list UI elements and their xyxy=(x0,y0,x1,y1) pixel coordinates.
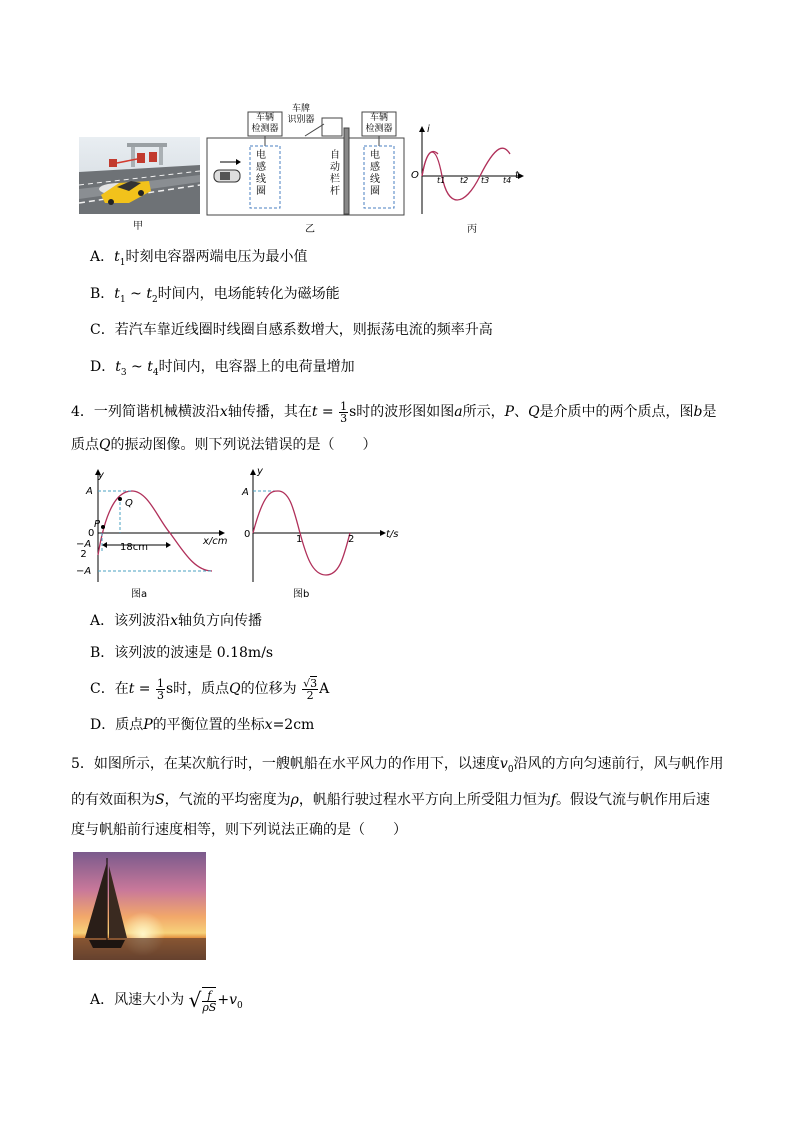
q3-option-c: C．若汽车靠近线圈时线圈自感系数增大，则振荡电流的频率升高 xyxy=(90,322,493,338)
q4-option-b: B．该列波的波速是 0.18m/s xyxy=(90,645,274,661)
fig-a-label-A: A xyxy=(86,486,93,497)
q3-option-a: A．$t_1$时刻电容器两端电压为最小值 xyxy=(90,249,308,268)
caption-bing: 丙 xyxy=(467,224,477,235)
fig-a-half-amplitude: −A 2 xyxy=(76,539,92,560)
fig-b-tick-1: 1 xyxy=(296,534,303,545)
fig-a-axis-x: x/cm xyxy=(203,536,228,547)
q4-stem-line2: 质点Q的振动图像。则下列说法错误的是（ ） xyxy=(71,437,377,453)
fig-b-origin: 0 xyxy=(244,529,251,540)
q3-option-d: D．$t_3$ ~ $t_4$时间内，电容器上的电荷量增加 xyxy=(90,359,355,378)
caption-yi: 乙 xyxy=(305,224,315,235)
q5-option-a: A．风速大小为 √ $\frac{f}{\rho S}$ $+v_0$ xyxy=(90,988,243,1014)
coil-right-label: 电 感 线 圈 xyxy=(370,150,380,197)
fig-b-axis-x: t/s xyxy=(386,529,399,540)
fig-b-axis-y: y xyxy=(257,466,263,477)
figure-wave-a xyxy=(76,467,226,595)
figure-toll-photo xyxy=(79,137,200,214)
plate-reader-label: 车牌 识别器 xyxy=(287,104,315,125)
graph-tick-t1: t1 xyxy=(437,176,446,185)
q5-stem-line1: 5．如图所示，在某次航行时，一艘帆船在水平风力的作用下，以速度$v_0$沿风的方向匀速前行，风与帆作用 xyxy=(71,756,724,775)
coil-left-label: 电 感 线 圈 xyxy=(256,150,266,197)
fig-a-neg-A: −A xyxy=(76,566,92,577)
graph-axis-i: i xyxy=(427,124,430,135)
q4-option-d: D．质点P的平衡位置的坐标x=2cm xyxy=(90,717,315,733)
fig-a-origin: 0 xyxy=(88,528,95,539)
q3-option-b: B．$t_1$ ~ $t_2$时间内，电场能转化为磁场能 xyxy=(90,286,340,305)
fig-a-axis-y: y xyxy=(98,470,104,481)
fig-a-caption: 图a xyxy=(131,589,148,600)
graph-tick-t2: t2 xyxy=(460,176,469,185)
figure-current-graph xyxy=(408,124,528,219)
graph-tick-t3: t3 xyxy=(481,176,490,185)
fig-b-label-A: A xyxy=(242,487,249,498)
q4-option-c: C．在t = $\frac{1}{3}$ s时，质点Q的位移为 $\frac{√3}{2}$ A xyxy=(90,676,330,702)
q5-stem-line2: 的有效面积为S，气流的平均密度为ρ，帆船行驶过程水平方向上所受阻力恒为f。假设气流与帆作用后速 xyxy=(71,792,711,808)
fig-a-distance: 18cm xyxy=(120,542,148,553)
fig-b-tick-2: 2 xyxy=(348,534,355,545)
caption-jia: 甲 xyxy=(133,221,143,232)
detector-right-label: 车辆 检测器 xyxy=(365,113,393,134)
barrier-label: 自 动 栏 杆 xyxy=(330,150,340,197)
detector-left-label: 车辆 检测器 xyxy=(251,113,279,134)
graph-axis-t: t xyxy=(515,170,519,181)
fig-a-label-P: P xyxy=(94,519,101,530)
fig-b-caption: 图b xyxy=(293,589,310,600)
figure-sailboat-photo xyxy=(73,852,206,960)
q4-stem-line1: 4．一列简谐机械横波沿x轴传播，其在t = $\frac{1}{3}$ s时的波形图如图a所示，P、Q是介质中的两个质点，图b是 xyxy=(71,399,717,425)
graph-tick-t4: t4 xyxy=(503,176,512,185)
fig-a-label-Q: Q xyxy=(125,498,133,509)
graph-origin: O xyxy=(411,170,419,181)
q4-option-a: A．该列波沿x轴负方向传播 xyxy=(90,613,263,629)
q5-stem-line3: 度与帆船前行速度相等，则下列说法正确的是（ ） xyxy=(71,822,407,838)
figure-vibration-b xyxy=(240,467,400,585)
